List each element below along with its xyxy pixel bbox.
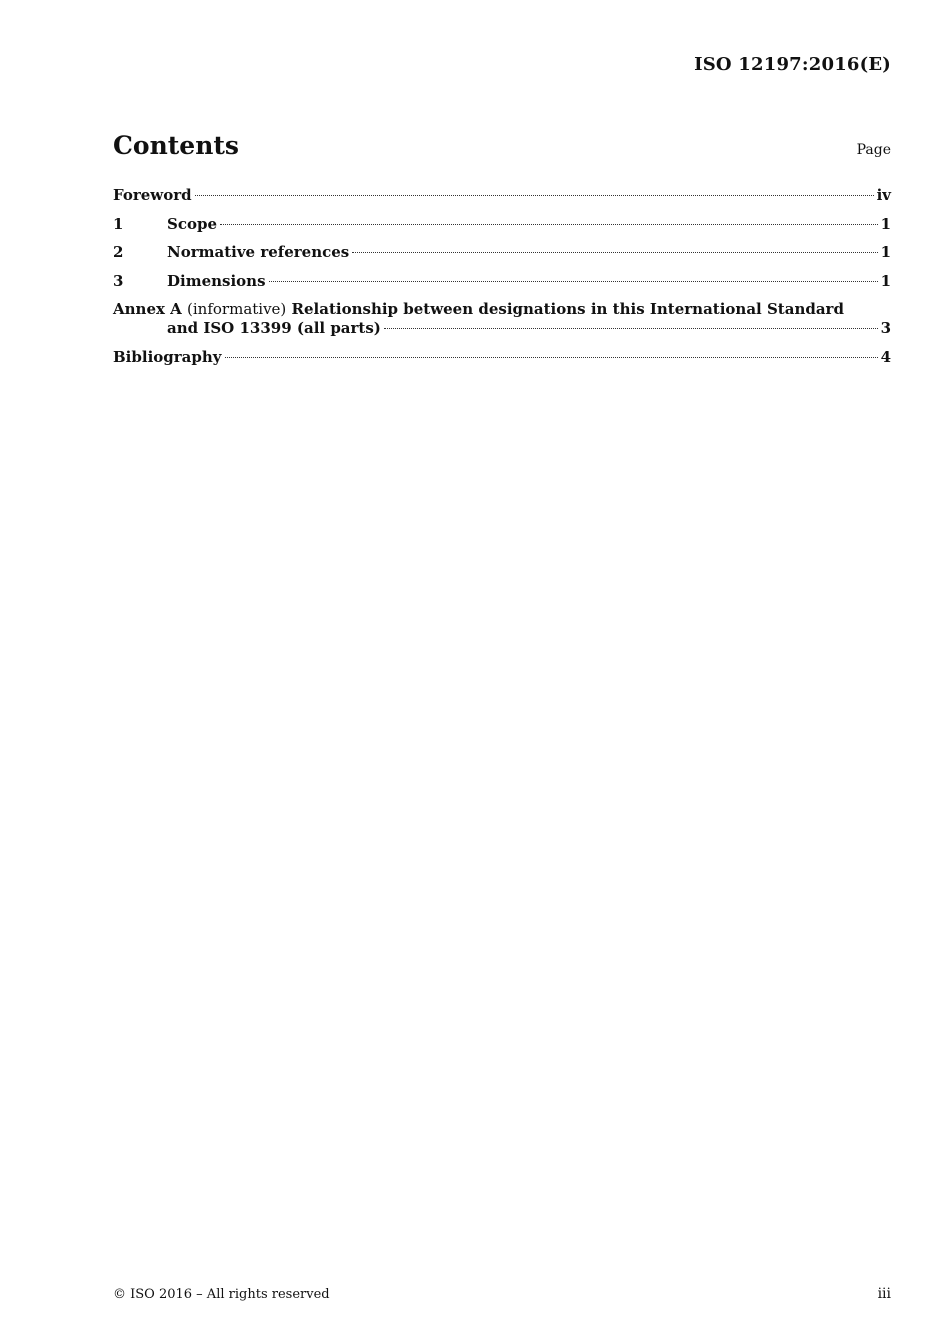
toc-entry-page: 4 xyxy=(880,348,891,366)
footer-copyright: © ISO 2016 – All rights reserved xyxy=(113,1287,330,1302)
toc-entry-title: Dimensions xyxy=(167,272,266,290)
toc-entry-title: Bibliography xyxy=(113,348,222,366)
toc-entry-page: 1 xyxy=(880,215,891,233)
toc-entry-bibliography[interactable] xyxy=(113,347,891,367)
toc-entry-page: 3 xyxy=(880,319,891,337)
dot-leader xyxy=(220,224,878,225)
dot-leader xyxy=(384,328,878,329)
footer-page-number: iii xyxy=(877,1286,891,1302)
toc-entry-dimensions[interactable] xyxy=(113,271,891,291)
toc-entry-scope[interactable] xyxy=(113,214,891,234)
document-id: ISO 12197:2016(E) xyxy=(694,54,891,75)
toc-entry-annex-a-continued[interactable] xyxy=(113,318,891,338)
toc-entry-number: 2 xyxy=(113,243,124,261)
toc-entry-title: Scope xyxy=(167,215,218,233)
toc-entry-annex-a[interactable] xyxy=(113,299,844,319)
toc-entry-page: 1 xyxy=(880,272,891,290)
toc-entry-title: Normative references xyxy=(167,243,350,261)
toc-entry-page: iv xyxy=(876,186,891,204)
page-column-label: Page xyxy=(856,142,891,158)
toc-entry-normative-references[interactable] xyxy=(113,242,891,262)
toc-entry-number: 3 xyxy=(113,272,124,290)
annex-note: (informative) xyxy=(187,300,287,318)
dot-leader xyxy=(195,195,874,196)
annex-title-line2: and ISO 13399 (all parts) xyxy=(167,319,381,337)
annex-label: Annex A xyxy=(113,300,182,318)
dot-leader xyxy=(352,252,877,253)
dot-leader xyxy=(269,281,878,282)
toc-entry-number: 1 xyxy=(113,215,124,233)
dot-leader xyxy=(225,357,878,358)
toc-entry-page: 1 xyxy=(880,243,891,261)
toc-entry-title: Foreword xyxy=(113,186,192,204)
contents-title: Contents xyxy=(113,131,240,160)
annex-title-line1: Relationship between designations in this International Standard xyxy=(291,300,844,318)
toc-entry-foreword[interactable] xyxy=(113,185,891,205)
